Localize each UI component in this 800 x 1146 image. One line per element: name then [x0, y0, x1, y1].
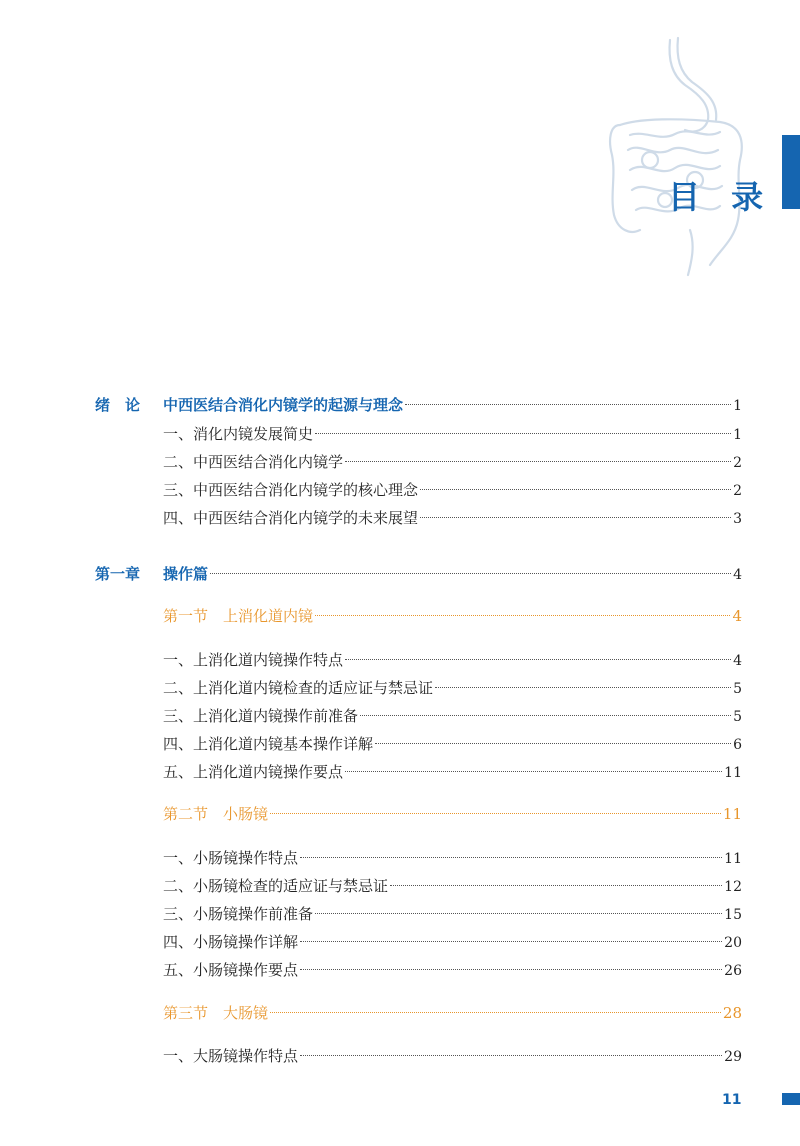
page-ref: 29	[724, 1049, 742, 1065]
intestine-illustration-icon	[600, 30, 760, 280]
page-ref: 5	[733, 709, 742, 725]
page-title: 目 录	[668, 178, 774, 216]
chapter-title: 中西医结合消化内镜学的起源与理念	[163, 396, 404, 414]
toc-item[interactable]	[0, 847, 800, 869]
section-label: 第二节 小肠镜	[163, 805, 269, 823]
page-ref: 4	[733, 567, 742, 583]
page-ref: 12	[724, 879, 742, 895]
item-label: 五、小肠镜操作要点	[163, 961, 299, 979]
dot-leader	[300, 941, 722, 942]
page-marker	[782, 1093, 800, 1105]
toc-item[interactable]	[0, 705, 800, 727]
page-ref: 11	[724, 851, 742, 867]
chapter-prefix: 第一章	[95, 565, 141, 583]
item-label: 四、小肠镜操作详解	[163, 933, 299, 951]
toc-item[interactable]	[0, 677, 800, 699]
item-label: 四、上消化道内镜基本操作详解	[163, 735, 374, 753]
page-ref: 20	[724, 935, 742, 951]
page-ref: 6	[733, 737, 742, 753]
chapter-prefix: 绪 论	[95, 396, 141, 414]
dot-leader	[345, 461, 731, 462]
dot-leader	[300, 857, 722, 858]
toc-chapter-1[interactable]	[0, 563, 800, 585]
dot-leader	[420, 489, 731, 490]
toc-item[interactable]	[0, 931, 800, 953]
toc-section-3[interactable]	[0, 1002, 800, 1024]
dot-leader	[375, 743, 731, 744]
item-label: 三、小肠镜操作前准备	[163, 905, 314, 923]
toc-item[interactable]	[0, 451, 800, 473]
toc-item[interactable]	[0, 959, 800, 981]
page-ref: 4	[733, 653, 742, 669]
item-label: 一、上消化道内镜操作特点	[163, 651, 344, 669]
page-ref: 1	[733, 427, 742, 443]
page-ref: 28	[722, 1004, 742, 1022]
item-label: 二、中西医结合消化内镜学	[163, 453, 344, 471]
dot-leader	[315, 433, 731, 434]
dot-leader	[300, 1055, 722, 1056]
toc-item[interactable]	[0, 733, 800, 755]
dot-leader	[420, 517, 731, 518]
page-ref: 3	[733, 511, 742, 527]
dot-leader	[345, 659, 731, 660]
chapter-tab-marker	[782, 135, 800, 209]
page-ref: 11	[724, 765, 742, 781]
dot-leader	[270, 1012, 721, 1013]
item-label: 一、小肠镜操作特点	[163, 849, 299, 867]
toc-item[interactable]	[0, 903, 800, 925]
page-ref: 5	[733, 681, 742, 697]
item-label: 二、上消化道内镜检查的适应证与禁忌证	[163, 679, 434, 697]
chapter-title: 操作篇	[163, 565, 209, 583]
item-label: 三、中西医结合消化内镜学的核心理念	[163, 481, 419, 499]
page-ref: 2	[733, 483, 742, 499]
dot-leader	[390, 885, 722, 886]
toc-item[interactable]	[0, 761, 800, 783]
page-ref: 2	[733, 455, 742, 471]
item-label: 一、大肠镜操作特点	[163, 1047, 299, 1065]
page-number: 11	[722, 1092, 742, 1108]
dot-leader	[210, 573, 731, 574]
dot-leader	[315, 615, 730, 616]
dot-leader	[270, 813, 721, 814]
toc-chapter-intro[interactable]	[0, 394, 800, 416]
page-ref: 26	[724, 963, 742, 979]
section-label: 第三节 大肠镜	[163, 1004, 269, 1022]
section-label: 第一节 上消化道内镜	[163, 607, 314, 625]
item-label: 一、消化内镜发展简史	[163, 425, 314, 443]
toc-section-2[interactable]	[0, 803, 800, 825]
page-ref: 4	[732, 607, 742, 625]
toc-item[interactable]	[0, 507, 800, 529]
dot-leader	[315, 913, 722, 914]
toc-item[interactable]	[0, 1045, 800, 1067]
dot-leader	[300, 969, 722, 970]
page-ref: 1	[733, 398, 742, 414]
item-label: 二、小肠镜检查的适应证与禁忌证	[163, 877, 389, 895]
dot-leader	[360, 715, 731, 716]
toc-item[interactable]	[0, 649, 800, 671]
toc-item[interactable]	[0, 423, 800, 445]
item-label: 五、上消化道内镜操作要点	[163, 763, 344, 781]
toc-item[interactable]	[0, 479, 800, 501]
dot-leader	[405, 404, 731, 405]
toc-item[interactable]	[0, 875, 800, 897]
dot-leader	[345, 771, 722, 772]
page-ref: 15	[724, 907, 742, 923]
page-ref: 11	[722, 805, 742, 823]
dot-leader	[435, 687, 731, 688]
toc-section-1[interactable]	[0, 605, 800, 627]
item-label: 四、中西医结合消化内镜学的未来展望	[163, 509, 419, 527]
item-label: 三、上消化道内镜操作前准备	[163, 707, 359, 725]
